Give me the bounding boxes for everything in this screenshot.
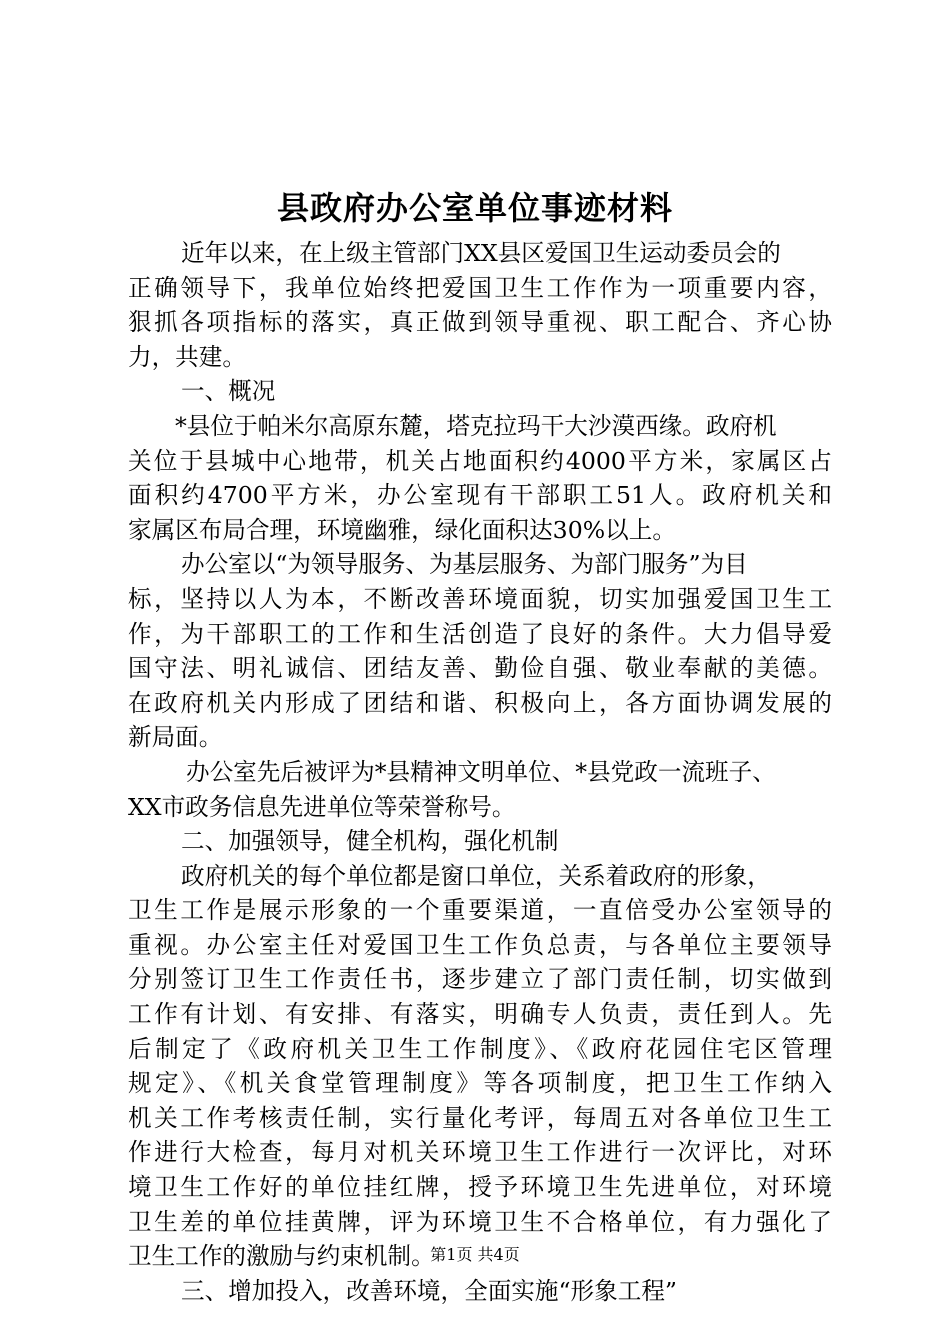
section-heading: 二、加强领导，健全机构，强化机制 — [181, 827, 559, 856]
paragraph-line: 家属区布局合理，环境幽雅，绿化面积达30%以上。 — [128, 515, 676, 544]
paragraph-line: 办公室先后被评为*县精神文明单位、*县党政一流班子、 — [186, 757, 776, 786]
paragraph-line: 作，为干部职工的工作和生活创造了良好的条件。大力倡导爱 — [128, 619, 832, 648]
paragraph-line: 办公室以“为领导服务、为基层服务、为部门服务”为目 — [181, 550, 748, 579]
paragraph-line: XX市政务信息先进单位等荣誉称号。 — [128, 792, 516, 821]
section-heading: 一、概况 — [181, 377, 276, 406]
paragraph-line: 政府机关的每个单位都是窗口单位，关系着政府的形象， — [181, 861, 771, 890]
document-title: 县政府办公室单位事迹材料 — [276, 189, 673, 227]
paragraph-line: 分别签订卫生工作责任书，逐步建立了部门责任制，切实做到 — [128, 965, 832, 994]
paragraph-line: 机关工作考核责任制，实行量化考评，每周五对各单位卫生工 — [128, 1103, 832, 1132]
paragraph-line: 境卫生工作好的单位挂红牌，授予环境卫生先进单位，对环境 — [128, 1173, 832, 1202]
paragraph-line: 后制定了《政府机关卫生工作制度》、《政府花园住宅区管理 — [128, 1034, 832, 1063]
paragraph-line: 工作有计划、有安排、有落实，明确专人负责，责任到人。先 — [128, 1000, 832, 1029]
paragraph-line: 面积约4700平方米，办公室现有干部职工51人。政府机关和 — [128, 481, 832, 510]
section-heading: 三、增加投入，改善环境，全面实施“形象工程” — [181, 1276, 677, 1305]
paragraph-line: *县位于帕米尔高原东麓，塔克拉玛干大沙漠西缘。政府机 — [175, 411, 777, 440]
paragraph-line: 近年以来，在上级主管部门XX县区爱国卫生运动委员会的 — [181, 239, 781, 267]
paragraph-line: 重视。办公室主任对爱国卫生工作负总责，与各单位主要领导 — [128, 930, 832, 959]
paragraph-line: 规定》、《机关食堂管理制度》等各项制度，把卫生工作纳入 — [128, 1069, 832, 1098]
paragraph-line: 卫生工作是展示形象的一个重要渠道，一直倍受办公室领导的 — [128, 896, 832, 925]
paragraph-line: 国守法、明礼诚信、团结友善、勤俭自强、敬业奉献的美德。 — [128, 654, 832, 683]
paragraph-line: 标，坚持以人为本，不断改善环境面貌，切实加强爱国卫生工 — [128, 584, 832, 613]
paragraph-line: 卫生工作的激励与约束机制。 — [128, 1242, 435, 1271]
document-body — [128, 236, 832, 1308]
paragraph-line: 狠抓各项指标的落实，真正做到领导重视、职工配合、齐心协 — [128, 308, 832, 337]
page-footer: 第1页 共4页 — [430, 1245, 520, 1264]
paragraph-line: 卫生差的单位挂黄牌，评为环境卫生不合格单位，有力强化了 — [128, 1207, 832, 1236]
paragraph-line: 关位于县城中心地带，机关占地面积约4000平方米，家属区占 — [128, 446, 832, 475]
paragraph-line: 在政府机关内形成了团结和谐、积极向上，各方面协调发展的 — [128, 688, 832, 717]
paragraph-line: 正确领导下，我单位始终把爱国卫生工作作为一项重要内容， — [128, 273, 832, 302]
paragraph-line: 力，共建。 — [128, 342, 246, 371]
paragraph-line: 新局面。 — [128, 723, 223, 752]
paragraph-line: 作进行大检查，每月对机关环境卫生工作进行一次评比，对环 — [128, 1138, 832, 1167]
